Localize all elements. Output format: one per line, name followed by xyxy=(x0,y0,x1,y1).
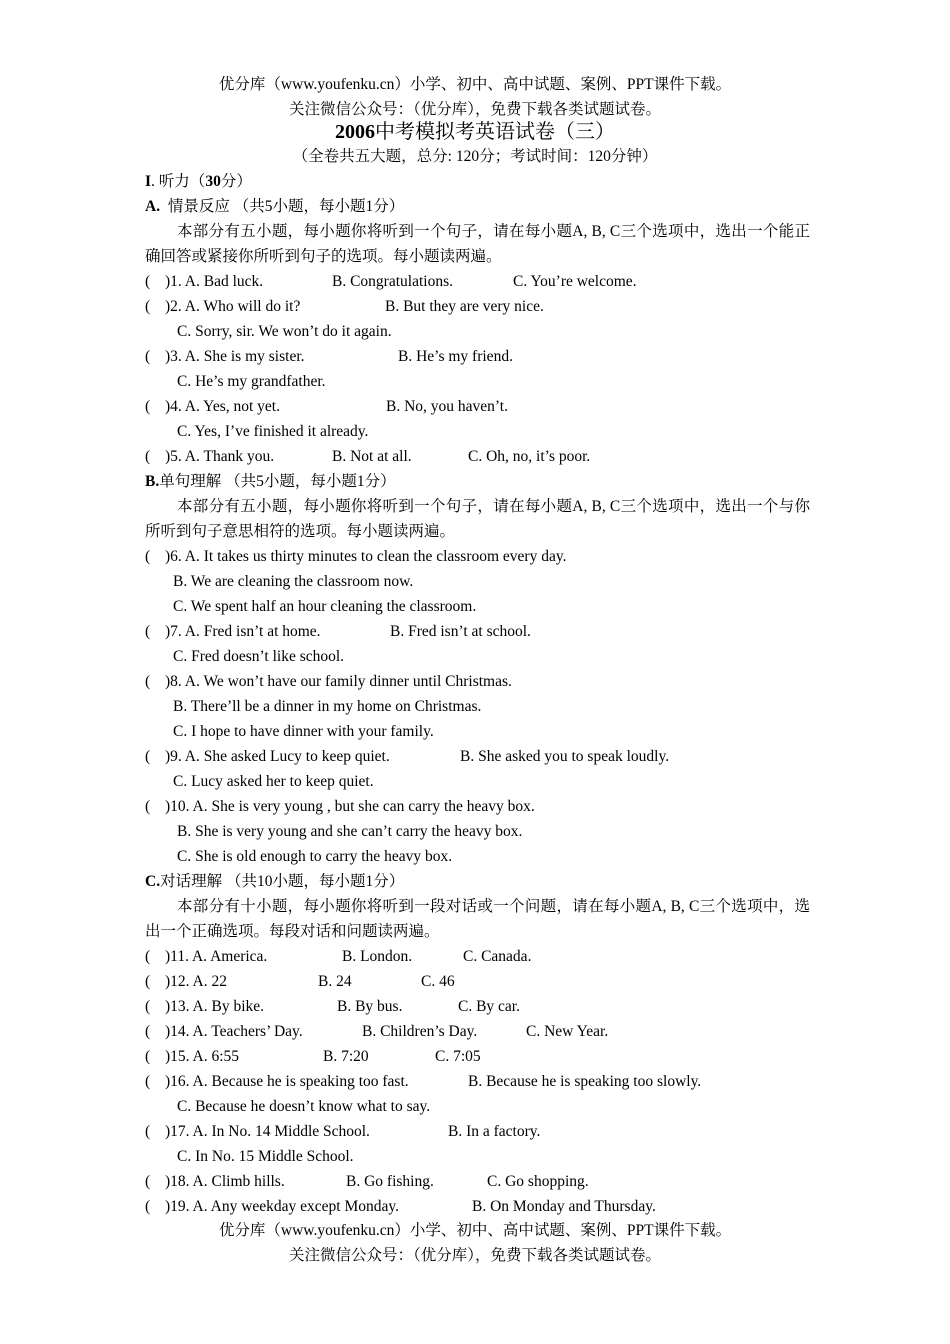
part-number: I xyxy=(145,173,152,190)
option-b: B. Go fishing. xyxy=(346,1173,434,1190)
section-c-title: 对话理解 （共10小题，每小题1分） xyxy=(160,873,405,890)
option-c: C. Because he doesn’t know what to say. xyxy=(177,1098,431,1115)
option-c: C. Go shopping. xyxy=(487,1173,589,1190)
answer-paren: ( xyxy=(145,548,151,565)
answer-paren: ( xyxy=(145,1198,151,1215)
part-heading xyxy=(145,169,810,194)
section-b-title: 单句理解 （共5小题，每小题1分） xyxy=(159,473,396,490)
option-a: )1. A. Bad luck. xyxy=(165,273,264,290)
question-10-line-2 xyxy=(145,819,810,844)
question-8-line-2 xyxy=(145,694,810,719)
page-title xyxy=(0,119,950,145)
option-c: C. 7:05 xyxy=(435,1048,481,1065)
option-b: B. But they are very nice. xyxy=(385,298,544,315)
answer-paren: ( xyxy=(145,1023,151,1040)
answer-paren: ( xyxy=(145,998,151,1015)
question-3 xyxy=(145,344,810,369)
option-b: B. Because he is speaking too slowly. xyxy=(468,1073,702,1090)
option-a: )17. A. In No. 14 Middle School. xyxy=(165,1123,370,1140)
option-a: )16. A. Because he is speaking too fast. xyxy=(165,1073,409,1090)
section-a-instruction: 本部分有五小题，每小题你将听到一个句子，请在每小题A, B, C三个选项中，选出一个能正确回答或紧接你所听到句子的选项。每小题读两遍。 xyxy=(145,223,810,265)
section-c-heading xyxy=(145,869,810,894)
answer-paren: ( xyxy=(145,973,151,990)
answer-paren: ( xyxy=(145,1123,151,1140)
option-c: C. We spent half an hour cleaning the classroom. xyxy=(173,598,477,615)
option-a: )12. A. 22 xyxy=(165,973,227,990)
answer-paren: ( xyxy=(145,348,151,365)
option-c: C. She is old enough to carry the heavy box. xyxy=(177,848,453,865)
part-heading-text: . 听力（ xyxy=(151,173,206,190)
question-8 xyxy=(145,669,810,694)
option-b: B. Not at all. xyxy=(332,448,412,465)
option-c: C. Yes, I’ve finished it already. xyxy=(177,423,369,440)
question-10-line-3 xyxy=(145,844,810,869)
section-b-heading xyxy=(145,469,810,494)
section-b-instruction: 本部分有五小题，每小题你将听到一个句子，请在每小题A, B, C三个选项中，选出一个与你所听到句子意思相符的选项。每小题读两遍。 xyxy=(145,498,810,540)
question-2 xyxy=(145,294,810,319)
question-6-line-2 xyxy=(145,569,810,594)
option-b: B. Fred isn’t at school. xyxy=(390,623,531,640)
option-b: B. By bus. xyxy=(337,998,403,1015)
answer-paren: ( xyxy=(145,1073,151,1090)
question-17 xyxy=(145,1119,810,1144)
option-a: )5. A. Thank you. xyxy=(165,448,275,465)
question-1 xyxy=(145,269,810,294)
question-8-line-3 xyxy=(145,719,810,744)
option-c: C. Oh, no, it’s poor. xyxy=(468,448,591,465)
answer-paren: ( xyxy=(145,673,151,690)
option-a: )13. A. By bike. xyxy=(165,998,265,1015)
question-16-line-2 xyxy=(145,1094,810,1119)
answer-paren: ( xyxy=(145,1048,151,1065)
option-a: )14. A. Teachers’ Day. xyxy=(165,1023,303,1040)
option-c: C. Sorry, sir. We won’t do it again. xyxy=(177,323,392,340)
section-a-heading xyxy=(145,194,810,219)
header-line-2: 关注微信公众号：（优分库），免费下载各类试题试卷。 xyxy=(288,101,661,118)
question-18 xyxy=(145,1169,810,1194)
section-c-instruction: 本部分有十小题，每小题你将听到一段对话或一个问题，请在每小题A, B, C三个选项中，选出一个正确选项。每段对话和问题读两遍。 xyxy=(145,898,810,940)
question-14 xyxy=(145,1019,810,1044)
option-a: )9. A. She asked Lucy to keep quiet. xyxy=(165,748,390,765)
question-11 xyxy=(145,944,810,969)
option-c: C. New Year. xyxy=(526,1023,609,1040)
question-5 xyxy=(145,444,810,469)
option-b: B. 7:20 xyxy=(323,1048,369,1065)
option-a: )2. A. Who will do it? xyxy=(165,298,301,315)
option-c: C. Fred doesn’t like school. xyxy=(173,648,345,665)
option-c: C. Lucy asked her to keep quiet. xyxy=(173,773,374,790)
option-a: )11. A. America. xyxy=(165,948,268,965)
question-2-line-2 xyxy=(145,319,810,344)
option-a: )10. A. She is very young , but she can carry the heavy box. xyxy=(165,798,535,815)
option-c: C. I hope to have dinner with your family. xyxy=(173,723,434,740)
title-text: 中考模拟考英语试卷（三） xyxy=(375,121,615,143)
option-b: B. Congratulations. xyxy=(332,273,453,290)
option-c: C. By car. xyxy=(458,998,520,1015)
footer-line-1: 优分库（www.youfenku.cn）小学、初中、高中试题、案例、PPT课件下载。 xyxy=(218,1222,732,1239)
title-year: 2006 xyxy=(335,121,375,143)
option-a: )6. A. It takes us thirty minutes to clean the classroom every day. xyxy=(165,548,567,565)
option-b: B. On Monday and Thursday. xyxy=(472,1198,656,1215)
option-b: B. He’s my friend. xyxy=(398,348,513,365)
option-c: C. 46 xyxy=(421,973,455,990)
part-score: 30 xyxy=(205,173,221,190)
question-7 xyxy=(145,619,810,644)
option-b: B. In a factory. xyxy=(448,1123,541,1140)
question-6-line-3 xyxy=(145,594,810,619)
section-c-label: C. xyxy=(145,873,161,890)
section-a-label: A. xyxy=(145,198,161,215)
question-13 xyxy=(145,994,810,1019)
question-9-line-2 xyxy=(145,769,810,794)
answer-paren: ( xyxy=(145,623,151,640)
question-16 xyxy=(145,1069,810,1094)
question-15 xyxy=(145,1044,810,1069)
answer-paren: ( xyxy=(145,1173,151,1190)
question-7-line-2 xyxy=(145,644,810,669)
option-a: )15. A. 6:55 xyxy=(165,1048,240,1065)
option-a: )18. A. Climb hills. xyxy=(165,1173,285,1190)
option-b: B. No, you haven’t. xyxy=(386,398,508,415)
exam-content xyxy=(145,169,810,1219)
answer-paren: ( xyxy=(145,273,151,290)
option-b: B. We are cleaning the classroom now. xyxy=(173,573,414,590)
option-c: C. In No. 15 Middle School. xyxy=(177,1148,354,1165)
option-b: B. 24 xyxy=(318,973,352,990)
option-a: )4. A. Yes, not yet. xyxy=(165,398,280,415)
question-19 xyxy=(145,1194,810,1219)
answer-paren: ( xyxy=(145,448,151,465)
question-3-line-2 xyxy=(145,369,810,394)
section-b-label: B. xyxy=(145,473,160,490)
question-4 xyxy=(145,394,810,419)
option-a: )19. A. Any weekday except Monday. xyxy=(165,1198,400,1215)
section-a-title: 情景反应 （共5小题，每小题1分） xyxy=(167,198,405,215)
part-heading-tail: 分） xyxy=(220,173,252,190)
option-a: )3. A. She is my sister. xyxy=(165,348,305,365)
option-c: C. You’re welcome. xyxy=(513,273,637,290)
answer-paren: ( xyxy=(145,748,151,765)
option-a: )7. A. Fred isn’t at home. xyxy=(165,623,321,640)
question-6 xyxy=(145,544,810,569)
footer-line-2: 关注微信公众号：（优分库），免费下载各类试题试卷。 xyxy=(288,1247,661,1264)
page-subtitle: （全卷共五大题，总分: 120分；考试时间：120分钟） xyxy=(292,148,658,165)
answer-paren: ( xyxy=(145,298,151,315)
option-c: C. Canada. xyxy=(463,948,532,965)
option-b: B. There’ll be a dinner in my home on Christmas. xyxy=(173,698,482,715)
option-c: C. He’s my grandfather. xyxy=(177,373,326,390)
option-a: )8. A. We won’t have our family dinner until Christmas. xyxy=(165,673,512,690)
answer-paren: ( xyxy=(145,798,151,815)
option-b: B. Children’s Day. xyxy=(362,1023,478,1040)
option-b: B. London. xyxy=(342,948,413,965)
question-17-line-2 xyxy=(145,1144,810,1169)
question-10 xyxy=(145,794,810,819)
question-4-line-2 xyxy=(145,419,810,444)
question-12 xyxy=(145,969,810,994)
option-b: B. She is very young and she can’t carry the heavy box. xyxy=(177,823,523,840)
option-b: B. She asked you to speak loudly. xyxy=(460,748,670,765)
answer-paren: ( xyxy=(145,948,151,965)
header-line-1: 优分库（www.youfenku.cn）小学、初中、高中试题、案例、PPT课件下载。 xyxy=(218,76,732,93)
answer-paren: ( xyxy=(145,398,151,415)
question-9 xyxy=(145,744,810,769)
